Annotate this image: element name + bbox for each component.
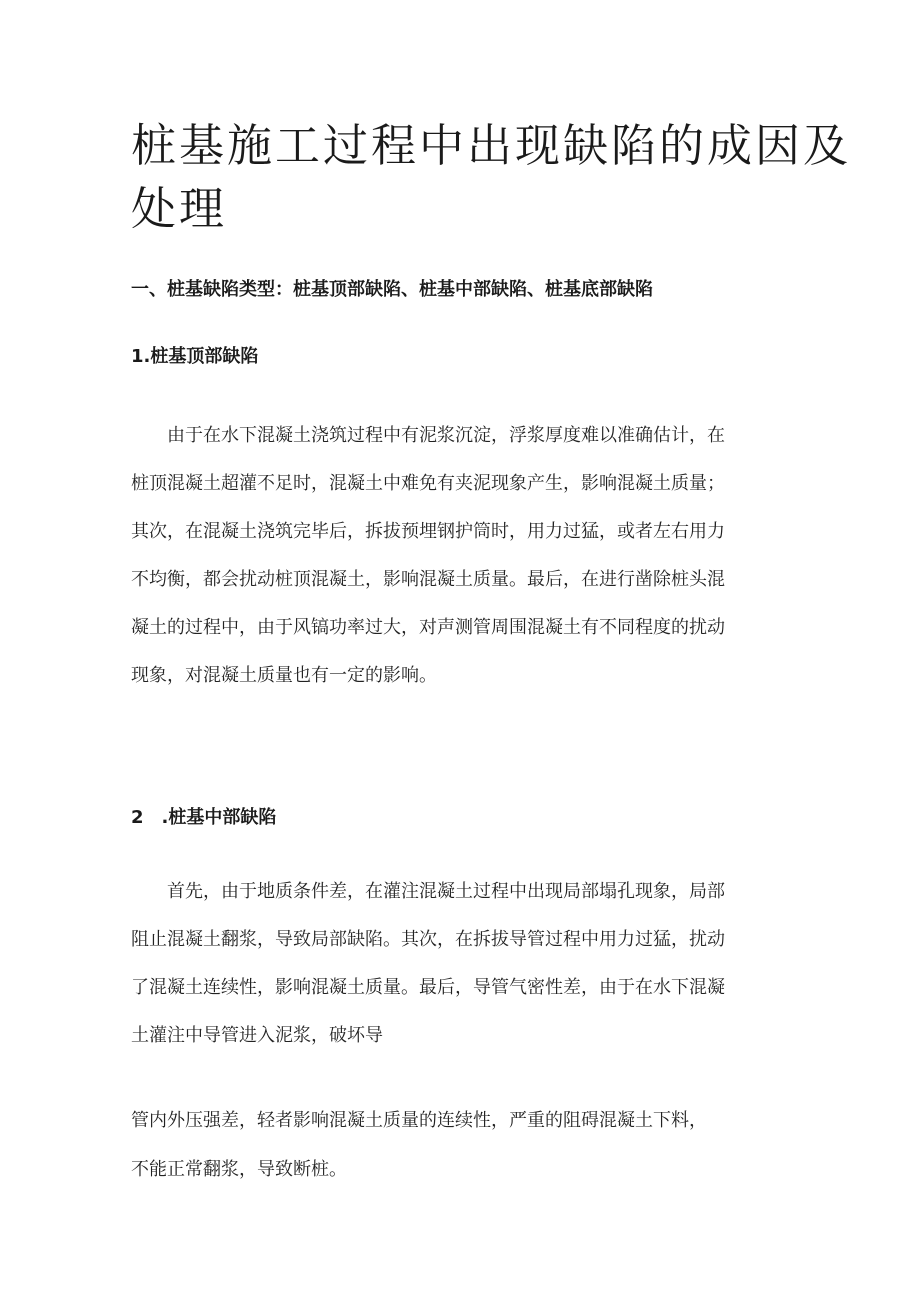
paragraph-line: 不能正常翻浆，导致断桩。 xyxy=(131,1159,347,1180)
paragraph-line: 由于在水下混凝土浇筑过程中有泥浆沉淀，浮浆厚度难以准确估计，在 xyxy=(167,425,725,446)
document-title xyxy=(131,114,852,240)
subsection-heading-top-defects: 1.桩基顶部缺陷 xyxy=(131,346,259,367)
paragraph-line: 管内外压强差，轻者影响混凝土质量的连续性，严重的阻碍混凝土下料， xyxy=(131,1110,707,1131)
paragraph-line: 凝土的过程中，由于风镐功率过大，对声测管周围混凝土有不同程度的扰动 xyxy=(131,617,725,638)
paragraph-line: 其次，在混凝土浇筑完毕后，拆拔预埋钢护筒时，用力过猛，或者左右用力 xyxy=(131,521,725,542)
paragraph-line: 现象，对混凝土质量也有一定的影响。 xyxy=(131,665,437,686)
paragraph-line: 了混凝土连续性，影响混凝土质量。最后，导管气密性差，由于在水下混凝 xyxy=(131,977,725,998)
paragraph-line: 阻止混凝土翻浆，导致局部缺陷。其次，在拆拔导管过程中用力过猛，扰动 xyxy=(131,929,725,950)
paragraph-top-defects xyxy=(131,412,811,700)
title-line: 处理 xyxy=(131,182,228,235)
paragraph-line: 土灌注中导管进入泥浆，破坏导 xyxy=(131,1025,383,1046)
title-line: 桩基施工过程中出现缺陷的成因及 xyxy=(131,119,852,172)
section-heading: 一、桩基缺陷类型：桩基顶部缺陷、桩基中部缺陷、桩基底部缺陷 xyxy=(131,279,653,300)
paragraph-line: 不均衡，都会扰动桩顶混凝土，影响混凝土质量。最后，在进行凿除桩头混 xyxy=(131,569,725,590)
paragraph-middle-defects xyxy=(131,868,811,1060)
subsection-heading-middle-defects: 2 .桩基中部缺陷 xyxy=(131,807,277,828)
paragraph-line: 桩顶混凝土超灌不足时，混凝土中难免有夹泥现象产生，影响混凝土质量； xyxy=(131,473,725,494)
paragraph-line: 首先，由于地质条件差，在灌注混凝土过程中出现局部塌孔现象，局部 xyxy=(167,881,725,902)
paragraph-middle-defects-continued xyxy=(131,1096,811,1194)
